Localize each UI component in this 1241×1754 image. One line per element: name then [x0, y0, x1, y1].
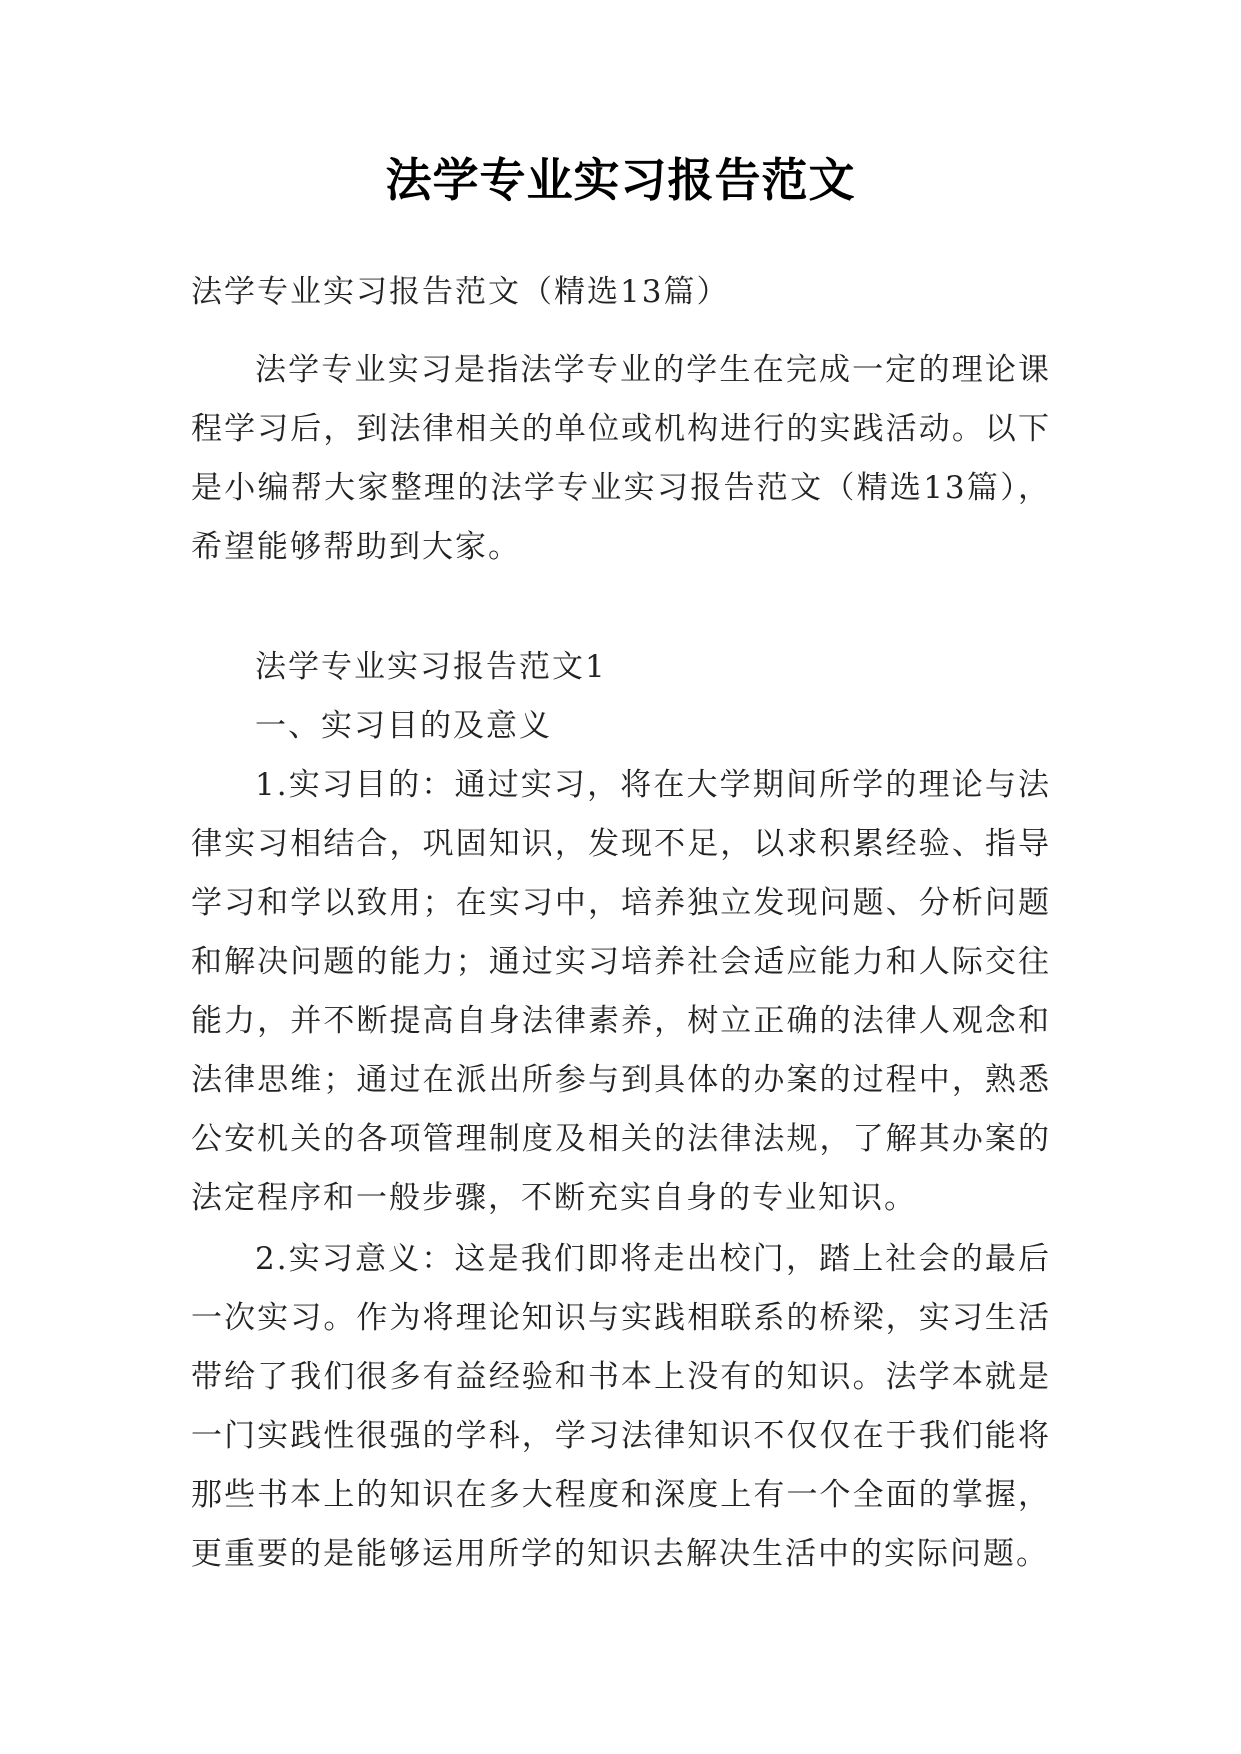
document-title: 法学专业实习报告范文: [385, 153, 856, 207]
intro-paragraph: 法学专业实习是指法学专业的学生在完成一定的理论课程学习后，到法律相关的单位或机构进行的实践活动。以下是小编帮大家整理的法学专业实习报告范文（精选13篇），希望能够帮助到大家。: [191, 352, 1051, 565]
paragraph-significance: 2.实习意义：这是我们即将走出校门，踏上社会的最后一次实习。作为将理论知识与实践相联系的桥梁，实习生活带给了我们很多有益经验和书本上没有的知识。法学本就是一门实践性很强的学科，学习法律知识不仅仅在于我们能将那些书本上的知识在多大程度和深度上有一个全面的掌握，更重要的是能够运用所学的知识去解决生活中的实际问题。: [191, 1241, 1051, 1572]
paragraph-purpose: 1.实习目的：通过实习，将在大学期间所学的理论与法律实习相结合，巩固知识，发现不足，以求积累经验、指导学习和学以致用；在实习中，培养独立发现问题、分析问题和解决问题的能力；通过实习培养社会适应能力和人际交往能力，并不断提高自身法律素养，树立正确的法律人观念和法律思维；通过在派出所参与到具体的办案的过程中，熟悉公安机关的各项管理制度及相关的法律法规，了解其办案的法定程序和一般步骤，不断充实自身的专业知识。: [191, 767, 1051, 1216]
sub-heading: 一、实习目的及意义: [255, 708, 552, 744]
section-heading: 法学专业实习报告范文1: [255, 649, 607, 685]
document-subtitle: 法学专业实习报告范文（精选13篇）: [191, 274, 730, 310]
